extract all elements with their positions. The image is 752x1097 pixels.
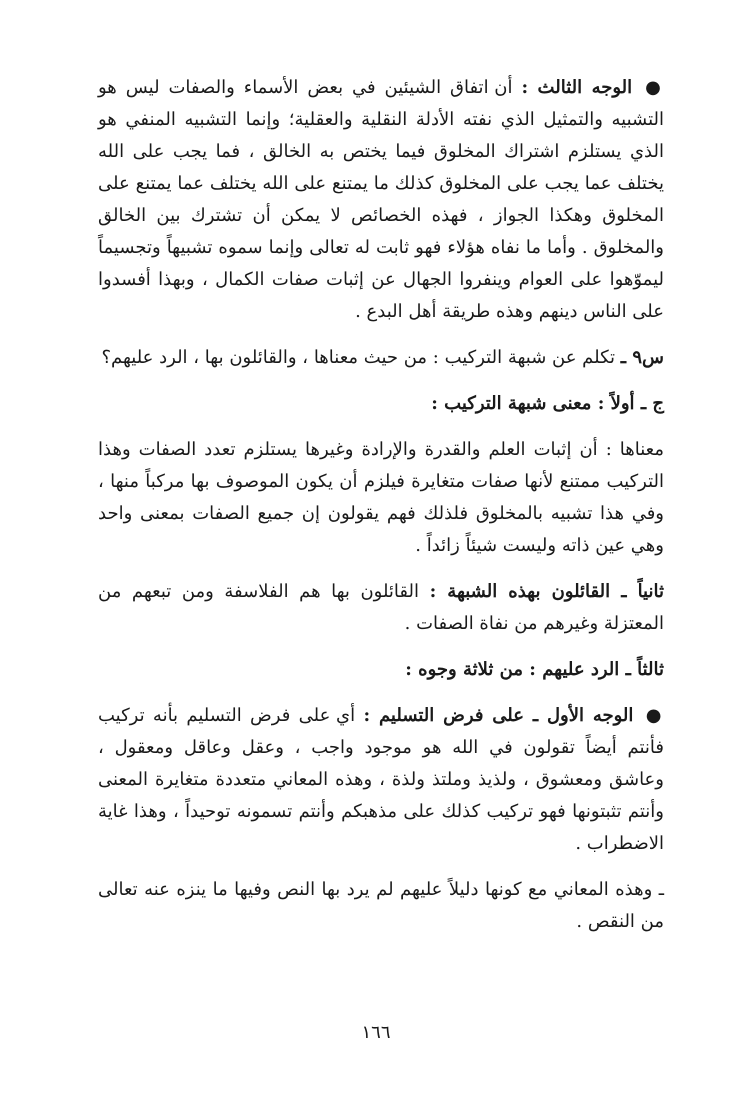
third-aspect-paragraph — [98, 72, 664, 328]
third-aspect-heading: الوجه الثالث : — [521, 77, 633, 98]
answer-first-heading: ج ـ أولاً : معنى شبهة التركيب : — [431, 393, 664, 414]
bullet-icon: ● — [645, 705, 664, 726]
question-9-label: س٩ ـ — [620, 347, 664, 368]
question-9-text: تكلم عن شبهة التركيب : من حيث معناها ، والقائلون بها ، الرد عليهم؟ — [101, 347, 616, 368]
second-heading: ثانياً ـ القائلون بهذه الشبهة : — [429, 581, 664, 602]
first-aspect-paragraph — [98, 700, 664, 860]
closing-paragraph: ـ وهذه المعاني مع كونها دليلاً عليهم لم يرد بها النص وفيها ما ينزه عنه تعالى من النقص . — [98, 879, 664, 932]
bullet-icon: ● — [645, 77, 664, 98]
second-text: القائلون بها هم الفلاسفة ومن تبعهم من المعتزلة وغيرهم من نفاة الصفات . — [98, 581, 664, 634]
third-heading: ثالثاً ـ الرد عليهم : من ثلاثة وجوه : — [405, 659, 664, 680]
page-number: ١٦٦ — [361, 1022, 391, 1043]
question-9 — [98, 342, 664, 374]
first-aspect-heading: الوجه الأول ـ على فرض التسليم : — [363, 705, 634, 726]
second-paragraph — [98, 576, 664, 640]
third-aspect-text: أن اتفاق الشيئين في بعض الأسماء والصفات ليس هو التشبيه والتمثيل الذي نفته الأدلة النقلية والعقلية؛ وإنما التشبيه المنفي هو الذي يستلزم اشتراك المخلوق فيما يختص به الخالق ، فما يجب على الله يختلف عما يجب على المخلوق كذلك ما يمتنع على الله يختلف عما يمتنع على المخلوق وهكذا الجواز ، فهذه الخصائص لا يمكن أن تشترك بين الخالق والمخلوق . وأما ما نفاه هؤلاء فهو ثابت له تعالى وإنما سموه تشبيهاً وتجسيماً ليموّهوا على العوام وينفروا الجهال عن إثبات صفات الكمال ، وبهذا أفسدوا على الناس دينهم وهذه طريقة أهل البدع . — [98, 77, 664, 322]
first-aspect-text: أي على فرض التسليم بأنه تركيب فأنتم أيضاً تقولون في الله هو موجود واجب ، وعقل وعاقل ومعقول ، وعاشق ومعشوق ، ولذيذ وملتذ ولذة ، وهذه المعاني متعددة متغايرة المعنى وأنتم تثبتونها فهو تركيب كذلك على مذهبكم وأنتم تسمونه توحيداً ، وهذا غاية الاضطراب . — [98, 705, 664, 854]
meaning-paragraph: معناها : أن إثبات العلم والقدرة والإرادة وغيرها يستلزم تعدد الصفات وهذا التركيب ممتنع لأنها صفات متغايرة فيلزم أن يكون الموصوف بها مركباً منها ، وفي هذا تشبيه بالمخلوق فلذلك فهم يقولون إن جميع الصفات بمعنى واحد وهي عين ذاته وليست شيئاً زائداً . — [98, 439, 664, 556]
